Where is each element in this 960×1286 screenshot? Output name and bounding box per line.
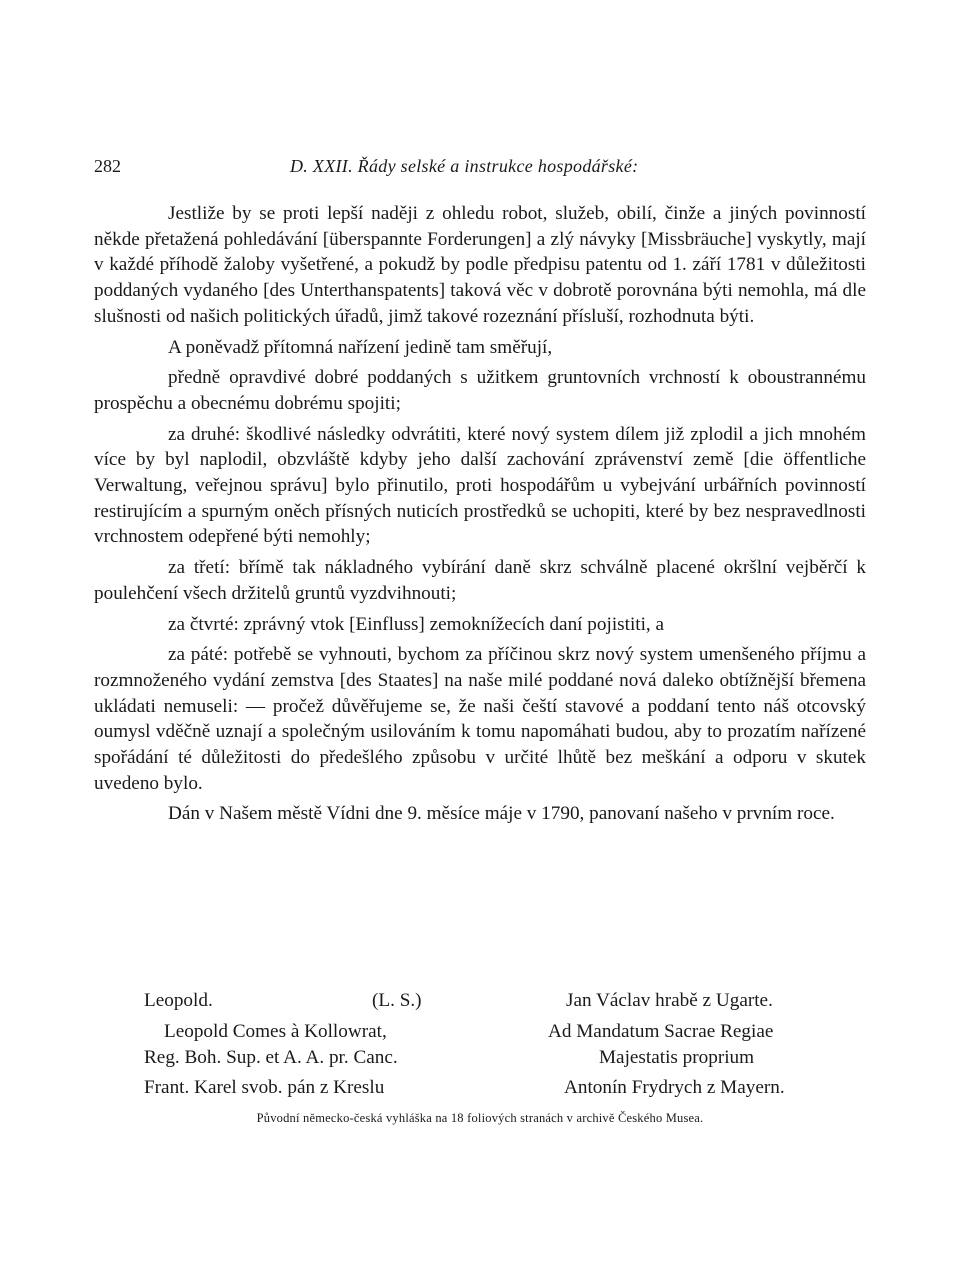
paragraph: za páté: potřebě se vyhnouti, bychom za příčinou skrz nový system umenšeného příjmu a rozmnoženého vydání zemstva [des Staates] na naše milé poddané nová daleko obtížnější břemena ukládati nemuseli: — pročež důvěřujeme se, že naši čeští stavové a poddaní tento náš otcovský oumysl vděčně uznají a společným usilováním k tomu napomáhati budou, aby to prozatím nařízené spořádání té důležitosti do předešlého způsobu v určité lhůtě bez meškání a odporu v skutek uvedeno bylo. (94, 644, 866, 794)
paragraph: Jestliže by se proti lepší naději z ohledu robot, služeb, obilí, činže a jiných povinností někde přetažená pohledávání [überspannte Forderungen] a zlý návyky [Missbräuche] vyskytly, mají v každé příhodě žaloby vyšetřené, a pokudž by podle předpisu patentu od 1. září 1781 v důležitosti poddaných vydaného [des Unterthanspatents] taková věc v dobrotě porovnána býti nemohla, má dle slušnosti od našich politických úřadů, jimž takové rozeznání přísluší, rozhodnuta býti. (94, 203, 866, 327)
paragraph: předně opravdivé dobré poddaných s užitkem gruntovních vrchností k oboustrannému prospěchu a obecnému dobrému spojiti; (94, 367, 866, 414)
signature-left: Leopold Comes à Kollowrat, (164, 1021, 387, 1042)
paragraph: za druhé: škodlivé následky odvrátiti, které nový system dílem již zplodil a jich mnohém více by byl naplodil, obzvláště kdyby jeho další zachování zprávenství země [die öffentliche Verwaltung, veřejnou správu] bylo přinutilo, proti hospodářům u vybejvání urbářních povinností restirujícím a spurným oněch přísných nuticích prostředků se uchopiti, které by bez nespravedlnosti vrchnostem odepřené býti nemohly; (94, 423, 866, 548)
signature-left: Frant. Karel svob. pán z Kreslu (144, 1077, 385, 1098)
running-title: D. XXII. Řády selské a instrukce hospodářské: (290, 156, 639, 176)
signature-right: Antonín Frydrych z Mayern. (564, 1077, 785, 1098)
paragraph: A poněvadž přítomná nařízení jedině tam směřují, (168, 336, 553, 358)
paragraph: za třetí: břímě tak nákladného vybírání daně skrz schválně placené okršlní vejběrčí k poulehčení všech držitelů gruntů vyzdvihnouti; (94, 557, 866, 604)
signature-left: Leopold. (144, 990, 213, 1011)
page-header (94, 156, 866, 182)
signature-right: Majestatis proprium (599, 1047, 755, 1068)
footnote: Původní německo-česká vyhláška na 18 foliových stranách v archivě Českého Musea. (256, 1111, 704, 1125)
page-number: 282 (94, 156, 121, 176)
signature-right: Jan Václav hrabě z Ugarte. (566, 990, 773, 1011)
signature-left: Reg. Boh. Sup. et A. A. pr. Canc. (144, 1047, 398, 1068)
document-body (94, 201, 866, 827)
paragraph: za čtvrté: zprávný vtok [Einfluss] zemoknížecích daní pojistiti, a (168, 613, 665, 635)
signature-right: Ad Mandatum Sacrae Regiae (548, 1021, 774, 1042)
seal-mark: (L. S.) (372, 990, 422, 1011)
paragraph: Dán v Našem městě Vídni dne 9. měsíce máje v 1790, panovaní našeho v prvním roce. (168, 803, 835, 825)
